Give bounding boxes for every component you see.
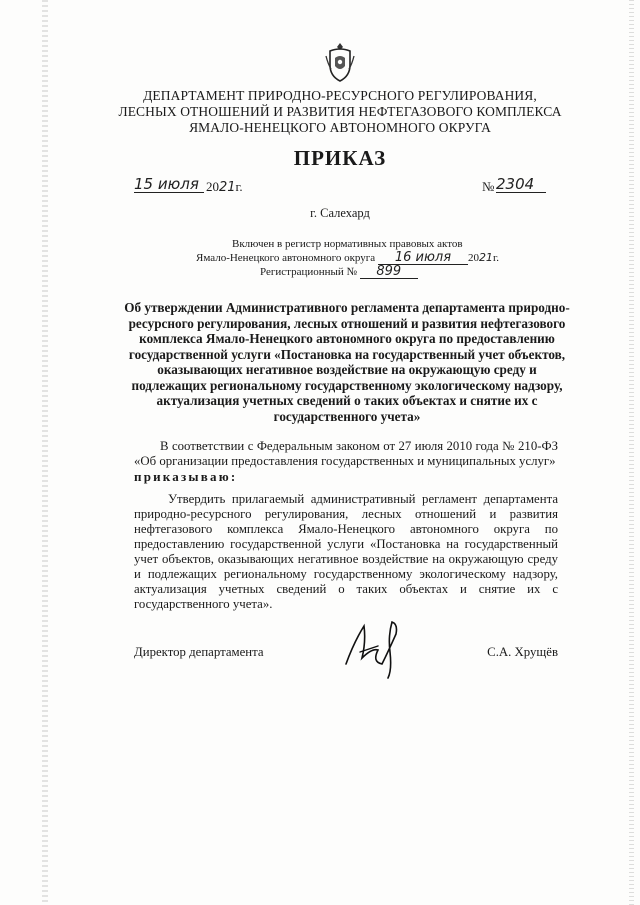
order-year — [206, 179, 243, 195]
registry-year-suffix: г. — [492, 252, 499, 264]
handwritten-signature — [342, 612, 414, 680]
scan-border-right — [629, 0, 634, 905]
registry-year-printed: 20 — [467, 252, 479, 264]
city: г. Салехард — [310, 206, 370, 220]
scan-border-left — [42, 0, 48, 905]
department-header — [100, 88, 580, 136]
department-line: ДЕПАРТАМЕНТ ПРИРОДНО-РЕСУРСНОГО РЕГУЛИРОВАНИЯ, — [143, 88, 537, 103]
signatory-role: Директор департамента — [134, 645, 264, 659]
department-line: ЛЕСНЫХ ОТНОШЕНИЙ И РАЗВИТИЯ НЕФТЕГАЗОВОГО КОМПЛЕКСА — [118, 104, 562, 119]
registry-line-3 — [260, 265, 418, 279]
order-year-handwritten: 21 — [219, 180, 236, 195]
registry-line-2 — [196, 251, 499, 265]
order-word: приказываю: — [134, 469, 238, 484]
registry-number-handwritten: 899 — [360, 266, 418, 279]
order-number-handwritten: 2304 — [496, 176, 546, 193]
document-title: ПРИКАЗ — [293, 146, 387, 170]
registry-number-label: Регистрационный № — [260, 266, 358, 278]
registry-line-1: Включен в регистр нормативных правовых актов — [232, 238, 463, 250]
order-date-handwritten: 15 июля — [134, 176, 204, 193]
order-number-label: № — [482, 179, 495, 194]
order-subject: Об утверждении Административного регламента департамента природно-ресурсного регулирования, лесных отношений и развития нефтегазового комплекса Ямало-Ненецкого автономного округа по предоставлению государственной услуги «Постановка на государственный учет объектов, оказывающих негативное воздействие на окружающую среду и подлежащих региональному государственному экологическому надзору, актуализация учетных сведений о таких объектах и снятие их с государственного учета» — [124, 300, 570, 424]
order-year-suffix: г. — [235, 179, 243, 194]
registry-year-handwritten: 21 — [478, 251, 493, 264]
registry-region: Ямало-Ненецкого автономного округа — [196, 252, 376, 264]
signatory-name: С.А. Хрущёв — [487, 645, 558, 659]
legal-basis-paragraph: В соответствии с Федеральным законом от 27 июля 2010 года № 210-ФЗ «Об организации предоставления государственных и муниципальных услуг» — [134, 439, 558, 468]
department-line: ЯМАЛО-НЕНЕЦКОГО АВТОНОМНОГО ОКРУГА — [189, 120, 491, 135]
date-number-row — [134, 176, 554, 198]
registry-date-handwritten: 16 июля — [378, 252, 468, 265]
order-year-printed: 20 — [206, 179, 219, 194]
coat-of-arms-icon — [323, 42, 357, 82]
decision-paragraph: Утвердить прилагаемый административный регламент департамента природно-ресурсного регулирования, лесных отношений и развития нефтегазового комплекса Ямало-Ненецкого автономного округа по предоставлению государственной услуги «Постановка на государственный учет объектов, оказывающих негативное воздействие на окружающую среду и подлежащих региональному государственному экологическому надзору, актуализация учетных сведений о таких объектах и снятие их с государственного учета». — [134, 492, 558, 611]
